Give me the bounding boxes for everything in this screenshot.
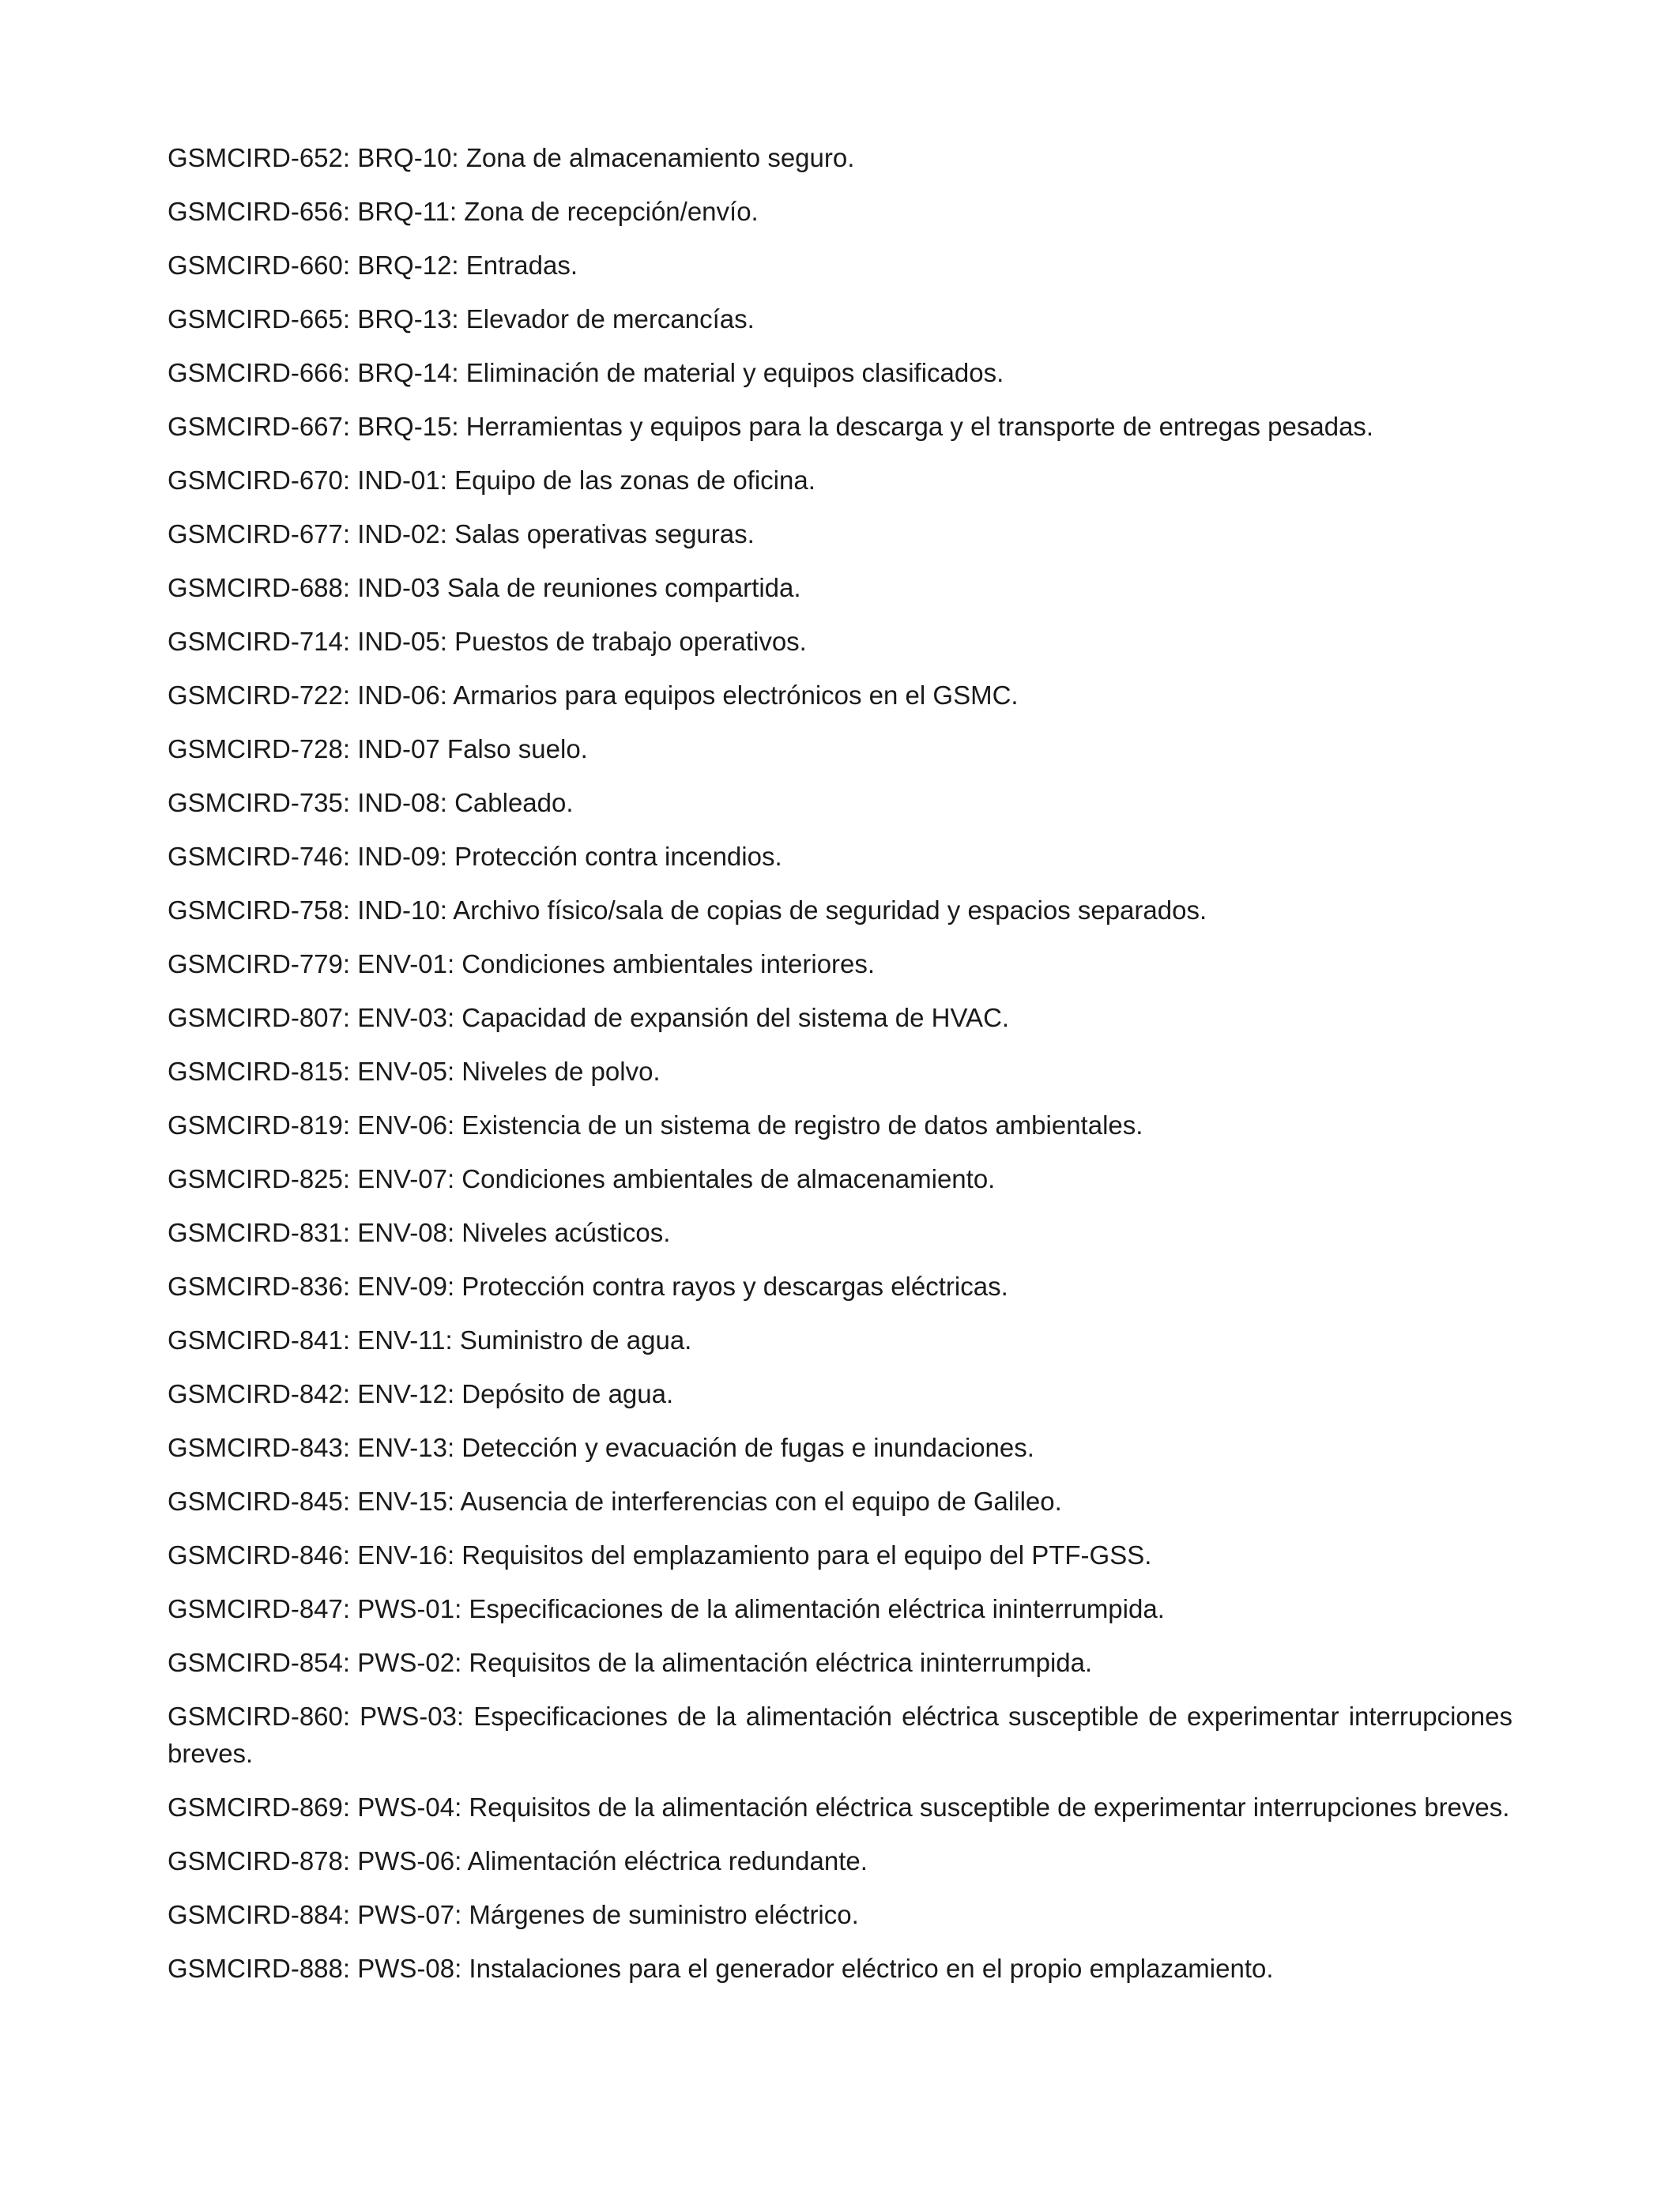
requirements-list	[168, 139, 1512, 2004]
requirement-item: GSMCIRD-843: ENV-13: Detección y evacuación de fugas e inundaciones.	[168, 1433, 1034, 1462]
requirement-item: GSMCIRD-860: PWS-03: Especificaciones de la alimentación eléctrica susceptible de experimentar interrupciones breves.	[168, 1702, 1512, 1768]
requirement-item: GSMCIRD-854: PWS-02: Requisitos de la alimentación eléctrica ininterrumpida.	[168, 1648, 1093, 1677]
requirement-item: GSMCIRD-841: ENV-11: Suministro de agua.	[168, 1325, 692, 1355]
requirement-item: GSMCIRD-831: ENV-08: Niveles acústicos.	[168, 1218, 671, 1247]
requirement-item: GSMCIRD-667: BRQ-15: Herramientas y equipos para la descarga y el transporte de entregas pesadas.	[168, 412, 1374, 441]
requirement-item: GSMCIRD-714: IND-05: Puestos de trabajo operativos.	[168, 627, 807, 656]
requirement-item: GSMCIRD-878: PWS-06: Alimentación eléctrica redundante.	[168, 1846, 868, 1875]
requirement-item: GSMCIRD-677: IND-02: Salas operativas seguras.	[168, 519, 755, 548]
requirement-item: GSMCIRD-670: IND-01: Equipo de las zonas de oficina.	[168, 466, 816, 495]
requirement-item: GSMCIRD-779: ENV-01: Condiciones ambientales interiores.	[168, 949, 876, 978]
requirement-item: GSMCIRD-869: PWS-04: Requisitos de la alimentación eléctrica susceptible de experimentar interrupciones breves.	[168, 1793, 1510, 1822]
requirement-item: GSMCIRD-665: BRQ-13: Elevador de mercancías.	[168, 304, 755, 334]
requirement-item: GSMCIRD-652: BRQ-10: Zona de almacenamiento seguro.	[168, 143, 855, 172]
requirement-item: GSMCIRD-846: ENV-16: Requisitos del emplazamiento para el equipo del PTF-GSS.	[168, 1540, 1152, 1570]
requirement-item: GSMCIRD-815: ENV-05: Niveles de polvo.	[168, 1057, 661, 1086]
requirement-item: GSMCIRD-845: ENV-15: Ausencia de interferencias con el equipo de Galileo.	[168, 1487, 1062, 1516]
requirement-item: GSMCIRD-847: PWS-01: Especificaciones de la alimentación eléctrica ininterrumpida.	[168, 1594, 1165, 1623]
requirement-item: GSMCIRD-888: PWS-08: Instalaciones para el generador eléctrico en el propio emplazamiento.	[168, 1954, 1274, 1983]
requirement-item: GSMCIRD-735: IND-08: Cableado.	[168, 788, 574, 817]
requirement-item: GSMCIRD-836: ENV-09: Protección contra rayos y descargas eléctricas.	[168, 1272, 1008, 1301]
requirement-item: GSMCIRD-825: ENV-07: Condiciones ambientales de almacenamiento.	[168, 1164, 996, 1193]
requirement-item: GSMCIRD-746: IND-09: Protección contra incendios.	[168, 842, 782, 871]
requirement-item: GSMCIRD-660: BRQ-12: Entradas.	[168, 251, 578, 280]
requirement-item: GSMCIRD-666: BRQ-14: Eliminación de material y equipos clasificados.	[168, 358, 1004, 387]
requirement-item: GSMCIRD-722: IND-06: Armarios para equipos electrónicos en el GSMC.	[168, 680, 1019, 710]
requirement-item: GSMCIRD-807: ENV-03: Capacidad de expansión del sistema de HVAC.	[168, 1003, 1010, 1032]
requirement-item: GSMCIRD-688: IND-03 Sala de reuniones compartida.	[168, 573, 801, 602]
requirement-item: GSMCIRD-884: PWS-07: Márgenes de suministro eléctrico.	[168, 1900, 859, 1929]
requirement-item: GSMCIRD-842: ENV-12: Depósito de agua.	[168, 1379, 674, 1408]
requirement-item: GSMCIRD-819: ENV-06: Existencia de un sistema de registro de datos ambientales.	[168, 1110, 1143, 1140]
requirement-item: GSMCIRD-728: IND-07 Falso suelo.	[168, 734, 588, 763]
requirement-item: GSMCIRD-656: BRQ-11: Zona de recepción/envío.	[168, 197, 759, 226]
requirement-item: GSMCIRD-758: IND-10: Archivo físico/sala de copias de seguridad y espacios separados.	[168, 895, 1207, 925]
